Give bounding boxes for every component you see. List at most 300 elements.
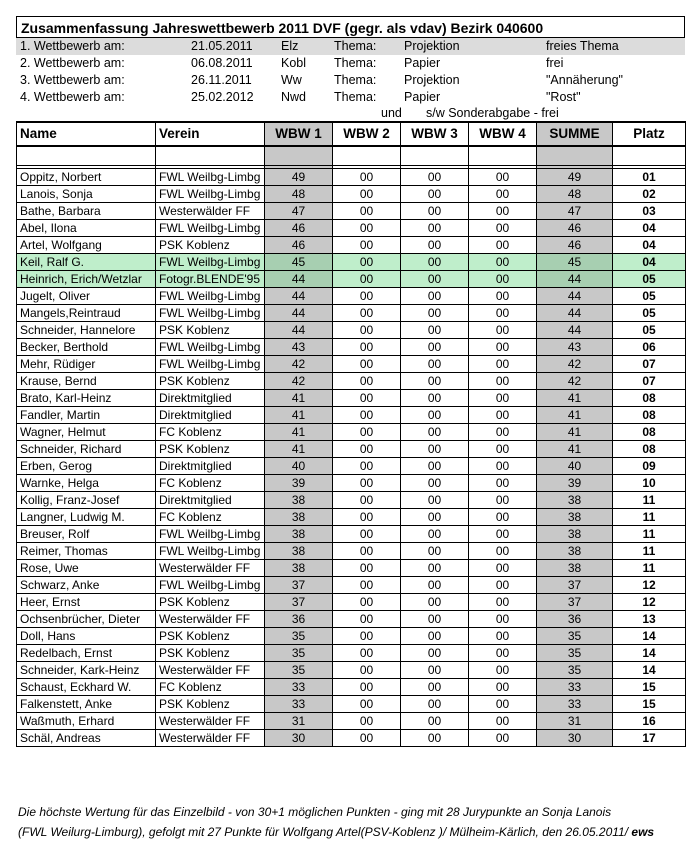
cell-summe: 42 bbox=[537, 356, 613, 373]
cell-w3: 00 bbox=[401, 526, 469, 543]
cell-platz: 16 bbox=[613, 713, 686, 730]
cell-w2: 00 bbox=[333, 458, 401, 475]
table-row bbox=[17, 441, 686, 458]
cell-w2: 00 bbox=[333, 594, 401, 611]
table-row bbox=[17, 645, 686, 662]
cell-w4: 00 bbox=[469, 441, 537, 458]
cell-w4: 00 bbox=[469, 424, 537, 441]
cell-verein: FC Koblenz bbox=[156, 509, 265, 526]
cell-w1: 44 bbox=[265, 271, 333, 288]
cell-w4: 00 bbox=[469, 322, 537, 339]
table-row bbox=[17, 288, 686, 305]
cell-w1: 42 bbox=[265, 373, 333, 390]
empty-row bbox=[17, 146, 686, 166]
cell-w2: 00 bbox=[333, 628, 401, 645]
cell-summe: 47 bbox=[537, 203, 613, 220]
cell-name: Mangels,Reintraud bbox=[17, 305, 156, 322]
special-submission-text: s/w Sonderabgabe - frei bbox=[426, 106, 559, 120]
cell-verein: Fotogr.BLENDE'95 bbox=[156, 271, 265, 288]
cell-w1: 48 bbox=[265, 186, 333, 203]
cell-verein: Direktmitglied bbox=[156, 492, 265, 509]
cell-w2: 00 bbox=[333, 373, 401, 390]
cell-platz: 13 bbox=[613, 611, 686, 628]
cell-summe: 37 bbox=[537, 577, 613, 594]
cell-w4: 00 bbox=[469, 186, 537, 203]
header-verein: Verein bbox=[156, 122, 265, 146]
cell-w1: 33 bbox=[265, 679, 333, 696]
table-row bbox=[17, 662, 686, 679]
cell-w2: 00 bbox=[333, 730, 401, 747]
cell-w3: 00 bbox=[401, 458, 469, 475]
header-wbw2: WBW 2 bbox=[333, 122, 401, 146]
cell-w4: 00 bbox=[469, 390, 537, 407]
cell-verein: Westerwälder FF bbox=[156, 203, 265, 220]
cell-w2: 00 bbox=[333, 543, 401, 560]
cell-verein: FWL Weilbg-Limbg bbox=[156, 577, 265, 594]
header-wbw1: WBW 1 bbox=[265, 122, 333, 146]
cell-verein: FWL Weilbg-Limbg bbox=[156, 543, 265, 560]
competition-place: Nwd bbox=[281, 90, 307, 104]
cell-platz: 03 bbox=[613, 203, 686, 220]
cell-platz: 09 bbox=[613, 458, 686, 475]
table-row bbox=[17, 424, 686, 441]
cell-w1: 44 bbox=[265, 288, 333, 305]
cell-w1: 47 bbox=[265, 203, 333, 220]
competition-date: 06.08.2011 bbox=[191, 56, 253, 70]
cell-w4: 00 bbox=[469, 475, 537, 492]
table-row bbox=[17, 594, 686, 611]
cell-verein: FWL Weilbg-Limbg bbox=[156, 220, 265, 237]
cell-w3: 00 bbox=[401, 356, 469, 373]
cell-summe: 38 bbox=[537, 526, 613, 543]
cell-w3: 00 bbox=[401, 288, 469, 305]
empty-cell bbox=[156, 146, 265, 166]
header-wbw4: WBW 4 bbox=[469, 122, 537, 146]
cell-platz: 07 bbox=[613, 373, 686, 390]
cell-w4: 00 bbox=[469, 679, 537, 696]
cell-summe: 31 bbox=[537, 713, 613, 730]
cell-summe: 44 bbox=[537, 305, 613, 322]
cell-w3: 00 bbox=[401, 237, 469, 254]
table-header-row bbox=[17, 122, 686, 146]
table-row bbox=[17, 254, 686, 271]
table-row bbox=[17, 577, 686, 594]
cell-w2: 00 bbox=[333, 254, 401, 271]
cell-w3: 00 bbox=[401, 373, 469, 390]
cell-w3: 00 bbox=[401, 492, 469, 509]
table-row bbox=[17, 611, 686, 628]
cell-platz: 06 bbox=[613, 339, 686, 356]
cell-w2: 00 bbox=[333, 203, 401, 220]
cell-summe: 33 bbox=[537, 679, 613, 696]
cell-verein: FWL Weilbg-Limbg bbox=[156, 254, 265, 271]
footer-note bbox=[18, 802, 678, 842]
cell-verein: PSK Koblenz bbox=[156, 237, 265, 254]
cell-w1: 38 bbox=[265, 492, 333, 509]
cell-verein: PSK Koblenz bbox=[156, 373, 265, 390]
cell-w2: 00 bbox=[333, 186, 401, 203]
cell-w2: 00 bbox=[333, 645, 401, 662]
cell-name: Heinrich, Erich/Wetzlar bbox=[17, 271, 156, 288]
cell-name: Rose, Uwe bbox=[17, 560, 156, 577]
table-row bbox=[17, 509, 686, 526]
cell-verein: Westerwälder FF bbox=[156, 662, 265, 679]
cell-w3: 00 bbox=[401, 662, 469, 679]
empty-cell bbox=[401, 146, 469, 166]
competition-motto: "Annäherung" bbox=[546, 73, 623, 87]
cell-w1: 37 bbox=[265, 594, 333, 611]
cell-w2: 00 bbox=[333, 696, 401, 713]
special-submission-row bbox=[16, 106, 685, 121]
cell-w3: 00 bbox=[401, 169, 469, 186]
cell-platz: 11 bbox=[613, 560, 686, 577]
cell-platz: 14 bbox=[613, 662, 686, 679]
cell-w4: 00 bbox=[469, 407, 537, 424]
cell-summe: 44 bbox=[537, 288, 613, 305]
cell-verein: Westerwälder FF bbox=[156, 713, 265, 730]
cell-platz: 08 bbox=[613, 390, 686, 407]
cell-w4: 00 bbox=[469, 373, 537, 390]
cell-w4: 00 bbox=[469, 356, 537, 373]
cell-w3: 00 bbox=[401, 577, 469, 594]
cell-name: Brato, Karl-Heinz bbox=[17, 390, 156, 407]
table-row bbox=[17, 390, 686, 407]
table-row bbox=[17, 305, 686, 322]
cell-w4: 00 bbox=[469, 611, 537, 628]
competition-date: 21.05.2011 bbox=[191, 39, 253, 53]
cell-w1: 30 bbox=[265, 730, 333, 747]
cell-w4: 00 bbox=[469, 730, 537, 747]
cell-verein: Direktmitglied bbox=[156, 390, 265, 407]
cell-verein: PSK Koblenz bbox=[156, 628, 265, 645]
cell-verein: PSK Koblenz bbox=[156, 322, 265, 339]
competition-motto: freies Thema bbox=[546, 39, 619, 53]
cell-w1: 42 bbox=[265, 356, 333, 373]
cell-name: Bathe, Barbara bbox=[17, 203, 156, 220]
empty-cell bbox=[265, 146, 333, 166]
cell-name: Doll, Hans bbox=[17, 628, 156, 645]
table-row bbox=[17, 271, 686, 288]
cell-summe: 40 bbox=[537, 458, 613, 475]
cell-w2: 00 bbox=[333, 305, 401, 322]
cell-summe: 46 bbox=[537, 237, 613, 254]
cell-name: Redelbach, Ernst bbox=[17, 645, 156, 662]
footer-line-2 bbox=[18, 822, 678, 842]
cell-w1: 38 bbox=[265, 526, 333, 543]
cell-verein: FC Koblenz bbox=[156, 475, 265, 492]
cell-w1: 45 bbox=[265, 254, 333, 271]
cell-w3: 00 bbox=[401, 713, 469, 730]
cell-platz: 04 bbox=[613, 220, 686, 237]
cell-w1: 35 bbox=[265, 628, 333, 645]
cell-summe: 38 bbox=[537, 509, 613, 526]
cell-w1: 43 bbox=[265, 339, 333, 356]
cell-summe: 41 bbox=[537, 390, 613, 407]
cell-name: Lanois, Sonja bbox=[17, 186, 156, 203]
cell-name: Breuser, Rolf bbox=[17, 526, 156, 543]
cell-platz: 11 bbox=[613, 509, 686, 526]
cell-w2: 00 bbox=[333, 271, 401, 288]
cell-w4: 00 bbox=[469, 458, 537, 475]
cell-name: Ochsenbrücher, Dieter bbox=[17, 611, 156, 628]
header-platz: Platz bbox=[613, 122, 686, 146]
thema-label: Thema: bbox=[334, 73, 377, 87]
cell-w2: 00 bbox=[333, 713, 401, 730]
cell-w1: 38 bbox=[265, 509, 333, 526]
cell-w2: 00 bbox=[333, 407, 401, 424]
table-row bbox=[17, 475, 686, 492]
competition-list bbox=[16, 38, 685, 121]
cell-name: Warnke, Helga bbox=[17, 475, 156, 492]
cell-w4: 00 bbox=[469, 305, 537, 322]
cell-platz: 01 bbox=[613, 169, 686, 186]
cell-w2: 00 bbox=[333, 679, 401, 696]
competition-label: 3. Wettbewerb am: bbox=[20, 73, 125, 87]
cell-w2: 00 bbox=[333, 356, 401, 373]
cell-w4: 00 bbox=[469, 339, 537, 356]
cell-platz: 08 bbox=[613, 407, 686, 424]
cell-name: Langner, Ludwig M. bbox=[17, 509, 156, 526]
cell-w1: 39 bbox=[265, 475, 333, 492]
empty-cell bbox=[333, 146, 401, 166]
cell-w2: 00 bbox=[333, 577, 401, 594]
cell-w2: 00 bbox=[333, 560, 401, 577]
cell-platz: 05 bbox=[613, 322, 686, 339]
cell-platz: 04 bbox=[613, 237, 686, 254]
cell-w2: 00 bbox=[333, 611, 401, 628]
cell-w3: 00 bbox=[401, 407, 469, 424]
cell-w1: 44 bbox=[265, 322, 333, 339]
cell-w4: 00 bbox=[469, 271, 537, 288]
cell-summe: 35 bbox=[537, 645, 613, 662]
competition-motto: frei bbox=[546, 56, 564, 70]
cell-w1: 38 bbox=[265, 560, 333, 577]
cell-w1: 38 bbox=[265, 543, 333, 560]
cell-summe: 42 bbox=[537, 373, 613, 390]
cell-name: Abel, Ilona bbox=[17, 220, 156, 237]
cell-w4: 00 bbox=[469, 645, 537, 662]
header-name: Name bbox=[17, 122, 156, 146]
cell-w3: 00 bbox=[401, 322, 469, 339]
competition-place: Kobl bbox=[281, 56, 307, 70]
cell-w2: 00 bbox=[333, 322, 401, 339]
cell-name: Mehr, Rüdiger bbox=[17, 356, 156, 373]
table-row bbox=[17, 730, 686, 747]
table-row bbox=[17, 713, 686, 730]
cell-w3: 00 bbox=[401, 696, 469, 713]
cell-w4: 00 bbox=[469, 254, 537, 271]
thema-label: Thema: bbox=[334, 39, 377, 53]
cell-summe: 41 bbox=[537, 441, 613, 458]
cell-w3: 00 bbox=[401, 611, 469, 628]
footer-line-2-text: (FWL Weilurg-Limburg), gefolgt mit 27 Punkte für Wolfgang Artel(PSV-Koblenz )/ Mülheim-Kärlich, den 26.05.2011/ bbox=[18, 825, 629, 839]
cell-summe: 43 bbox=[537, 339, 613, 356]
cell-w4: 00 bbox=[469, 560, 537, 577]
header-summe: SUMME bbox=[537, 122, 613, 146]
cell-platz: 11 bbox=[613, 492, 686, 509]
cell-w2: 00 bbox=[333, 492, 401, 509]
cell-w3: 00 bbox=[401, 679, 469, 696]
empty-cell bbox=[469, 146, 537, 166]
cell-summe: 46 bbox=[537, 220, 613, 237]
competition-label: 2. Wettbewerb am: bbox=[20, 56, 125, 70]
cell-w4: 00 bbox=[469, 713, 537, 730]
thema-label: Thema: bbox=[334, 90, 377, 104]
cell-w1: 41 bbox=[265, 407, 333, 424]
cell-verein: PSK Koblenz bbox=[156, 696, 265, 713]
cell-verein: PSK Koblenz bbox=[156, 441, 265, 458]
header-wbw3: WBW 3 bbox=[401, 122, 469, 146]
cell-w4: 00 bbox=[469, 696, 537, 713]
cell-w3: 00 bbox=[401, 305, 469, 322]
cell-name: Fandler, Martin bbox=[17, 407, 156, 424]
competition-label: 1. Wettbewerb am: bbox=[20, 39, 125, 53]
cell-w4: 00 bbox=[469, 203, 537, 220]
competition-row bbox=[16, 55, 685, 72]
cell-platz: 15 bbox=[613, 679, 686, 696]
cell-summe: 38 bbox=[537, 560, 613, 577]
cell-summe: 36 bbox=[537, 611, 613, 628]
cell-name: Schneider, Kark-Heinz bbox=[17, 662, 156, 679]
cell-w3: 00 bbox=[401, 254, 469, 271]
table-row bbox=[17, 220, 686, 237]
cell-verein: FWL Weilbg-Limbg bbox=[156, 339, 265, 356]
table-row bbox=[17, 458, 686, 475]
table-row bbox=[17, 679, 686, 696]
cell-platz: 08 bbox=[613, 441, 686, 458]
cell-w1: 41 bbox=[265, 441, 333, 458]
cell-w3: 00 bbox=[401, 560, 469, 577]
competition-row bbox=[16, 89, 685, 106]
cell-name: Keil, Ralf G. bbox=[17, 254, 156, 271]
cell-w3: 00 bbox=[401, 441, 469, 458]
competition-date: 25.02.2012 bbox=[191, 90, 254, 104]
table-row bbox=[17, 339, 686, 356]
cell-platz: 12 bbox=[613, 594, 686, 611]
competition-category: Papier bbox=[404, 56, 441, 70]
table-row bbox=[17, 526, 686, 543]
cell-platz: 12 bbox=[613, 577, 686, 594]
empty-cell bbox=[537, 146, 613, 166]
cell-verein: PSK Koblenz bbox=[156, 594, 265, 611]
cell-summe: 37 bbox=[537, 594, 613, 611]
cell-platz: 05 bbox=[613, 271, 686, 288]
cell-platz: 10 bbox=[613, 475, 686, 492]
cell-w3: 00 bbox=[401, 220, 469, 237]
cell-w1: 35 bbox=[265, 645, 333, 662]
cell-w2: 00 bbox=[333, 339, 401, 356]
cell-w2: 00 bbox=[333, 220, 401, 237]
empty-cell bbox=[17, 146, 156, 166]
table-row bbox=[17, 628, 686, 645]
cell-name: Oppitz, Norbert bbox=[17, 169, 156, 186]
footer-signature: ews bbox=[631, 825, 655, 839]
cell-verein: Direktmitglied bbox=[156, 407, 265, 424]
table-row bbox=[17, 407, 686, 424]
cell-name: Waßmuth, Erhard bbox=[17, 713, 156, 730]
cell-name: Krause, Bernd bbox=[17, 373, 156, 390]
cell-w4: 00 bbox=[469, 288, 537, 305]
cell-w3: 00 bbox=[401, 509, 469, 526]
cell-platz: 05 bbox=[613, 305, 686, 322]
cell-w4: 00 bbox=[469, 220, 537, 237]
cell-w3: 00 bbox=[401, 543, 469, 560]
cell-w1: 41 bbox=[265, 424, 333, 441]
cell-w3: 00 bbox=[401, 271, 469, 288]
cell-w1: 33 bbox=[265, 696, 333, 713]
cell-w4: 00 bbox=[469, 492, 537, 509]
cell-w3: 00 bbox=[401, 339, 469, 356]
cell-w2: 00 bbox=[333, 475, 401, 492]
table-row bbox=[17, 373, 686, 390]
cell-summe: 35 bbox=[537, 662, 613, 679]
table-row bbox=[17, 237, 686, 254]
results-sheet bbox=[16, 16, 685, 747]
table-row bbox=[17, 543, 686, 560]
cell-w3: 00 bbox=[401, 424, 469, 441]
cell-name: Schwarz, Anke bbox=[17, 577, 156, 594]
cell-w3: 00 bbox=[401, 475, 469, 492]
cell-platz: 02 bbox=[613, 186, 686, 203]
cell-w4: 00 bbox=[469, 543, 537, 560]
cell-w1: 46 bbox=[265, 237, 333, 254]
cell-w1: 37 bbox=[265, 577, 333, 594]
cell-verein: FWL Weilbg-Limbg bbox=[156, 305, 265, 322]
cell-platz: 14 bbox=[613, 628, 686, 645]
und-label: und bbox=[381, 106, 402, 120]
cell-name: Schneider, Richard bbox=[17, 441, 156, 458]
table-row bbox=[17, 696, 686, 713]
cell-name: Schneider, Hannelore bbox=[17, 322, 156, 339]
competition-place: Ww bbox=[281, 73, 302, 87]
cell-verein: Westerwälder FF bbox=[156, 560, 265, 577]
cell-w2: 00 bbox=[333, 424, 401, 441]
table-row bbox=[17, 356, 686, 373]
thema-label: Thema: bbox=[334, 56, 377, 70]
cell-w2: 00 bbox=[333, 441, 401, 458]
cell-verein: FC Koblenz bbox=[156, 679, 265, 696]
cell-w2: 00 bbox=[333, 169, 401, 186]
cell-w3: 00 bbox=[401, 645, 469, 662]
cell-w2: 00 bbox=[333, 662, 401, 679]
table-row bbox=[17, 492, 686, 509]
cell-w4: 00 bbox=[469, 577, 537, 594]
results-table bbox=[16, 121, 686, 747]
cell-w4: 00 bbox=[469, 628, 537, 645]
cell-verein: FC Koblenz bbox=[156, 424, 265, 441]
cell-w2: 00 bbox=[333, 237, 401, 254]
competition-row bbox=[16, 38, 685, 55]
cell-w1: 44 bbox=[265, 305, 333, 322]
cell-summe: 38 bbox=[537, 492, 613, 509]
cell-platz: 08 bbox=[613, 424, 686, 441]
cell-name: Wagner, Helmut bbox=[17, 424, 156, 441]
cell-summe: 39 bbox=[537, 475, 613, 492]
cell-summe: 45 bbox=[537, 254, 613, 271]
cell-name: Reimer, Thomas bbox=[17, 543, 156, 560]
cell-verein: Westerwälder FF bbox=[156, 611, 265, 628]
cell-summe: 48 bbox=[537, 186, 613, 203]
competition-label: 4. Wettbewerb am: bbox=[20, 90, 125, 104]
table-row bbox=[17, 169, 686, 186]
cell-w4: 00 bbox=[469, 509, 537, 526]
cell-w1: 31 bbox=[265, 713, 333, 730]
cell-summe: 44 bbox=[537, 322, 613, 339]
cell-verein: FWL Weilbg-Limbg bbox=[156, 526, 265, 543]
cell-verein: Direktmitglied bbox=[156, 458, 265, 475]
cell-w4: 00 bbox=[469, 237, 537, 254]
empty-cell bbox=[613, 146, 686, 166]
